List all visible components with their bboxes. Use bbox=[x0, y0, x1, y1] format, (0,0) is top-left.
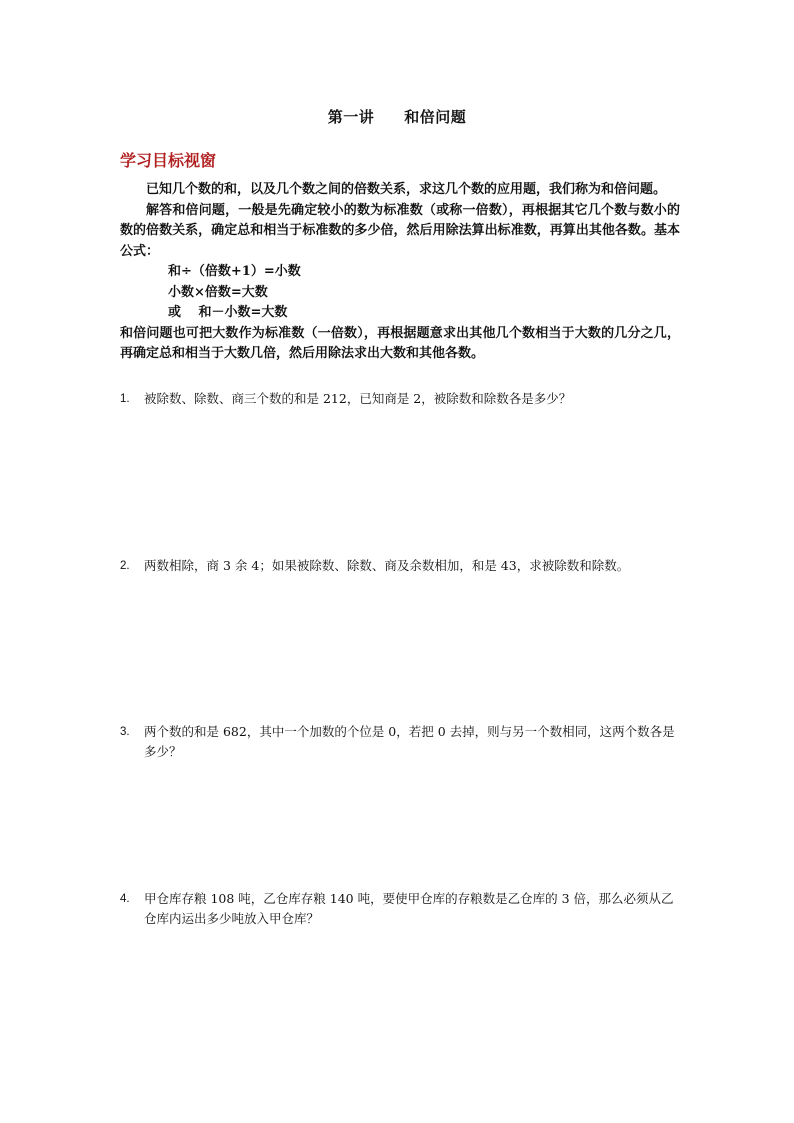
title-topic: 和倍问题 bbox=[404, 108, 467, 126]
question-3 bbox=[120, 722, 680, 762]
question-number: 4. bbox=[120, 893, 130, 905]
question-text: 被除数、除数、商三个数的和是 212，已知商是 2，被除数和除数各是多少？ bbox=[144, 391, 572, 406]
question-text: 甲仓库存粮 108 吨，乙仓库存粮 140 吨，要使甲仓库的存粮数是乙仓库的 3 倍，那么必须从乙仓库内运出多少吨放入甲仓库？ bbox=[144, 891, 674, 926]
question-number: 1. bbox=[120, 393, 130, 405]
question-number: 2. bbox=[120, 560, 130, 572]
question-1 bbox=[120, 389, 680, 409]
intro-paragraph-3: 和倍问题也可把大数作为标准数（一倍数），再根据题意求出其他几个数相当于大数的几分之几，再确定总和相当于大数几倍，然后用除法求出大数和其他各数。 bbox=[120, 325, 680, 361]
formula-1: 和÷（倍数+1）=小数 bbox=[168, 264, 301, 279]
formula-3: 或 和－小数=大数 bbox=[168, 305, 288, 320]
section-heading: 学习目标视窗 bbox=[120, 151, 217, 170]
question-number: 3. bbox=[120, 726, 130, 738]
question-text: 两个数的和是 682，其中一个加数的个位是 0，若把 0 去掉，则与另一个数相同，这两个数各是多少？ bbox=[144, 724, 675, 759]
question-4 bbox=[120, 889, 680, 929]
question-2 bbox=[120, 556, 680, 576]
title-lecture-number: 第一讲 bbox=[327, 108, 375, 126]
intro-paragraph-1: 已知几个数的和，以及几个数之间的倍数关系，求这几个数的应用题，我们称为和倍问题。 bbox=[146, 182, 667, 197]
intro-text bbox=[120, 180, 680, 365]
intro-paragraph-2: 解答和倍问题，一般是先确定较小的数为标准数（或称一倍数），再根据其它几个数与数小的数的倍数关系，确定总和相当于标准数的多少倍，然后用除法算出标准数，再算出其他各数。基本公式： bbox=[120, 202, 680, 259]
formula-2: 小数×倍数=大数 bbox=[168, 284, 268, 300]
question-text: 两数相除，商 3 余 4；如果被除数、除数、商及余数相加，和是 43，求被除数和除数。 bbox=[144, 558, 630, 573]
page-title bbox=[0, 106, 794, 127]
